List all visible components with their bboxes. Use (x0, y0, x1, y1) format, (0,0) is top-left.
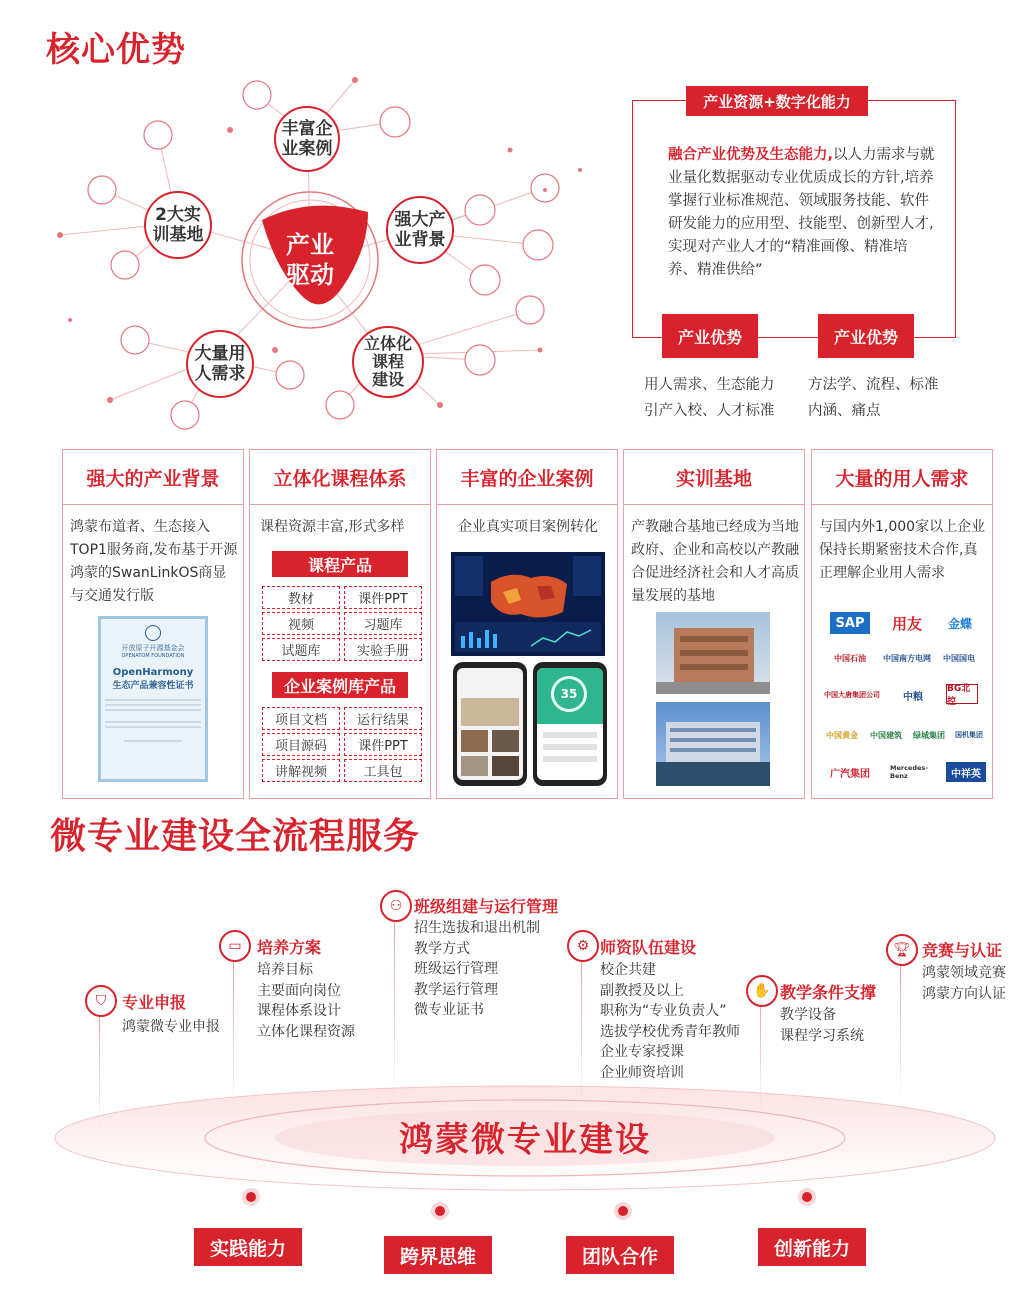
cert-org-cn: 开放原子开源基金会 (121, 644, 185, 652)
step-list-5 (780, 1005, 864, 1046)
column-background (62, 449, 244, 799)
team-icon: ⚙ (567, 930, 599, 962)
step-item: 招生选拔和退出机制 (414, 920, 540, 936)
column-background-text: 鸿蒙布道者、生态接入TOP1服务商,发布基于开源鸿蒙的SwanLinkOS商显与交通发行版 (70, 519, 238, 604)
step-list-3 (414, 918, 540, 1021)
cert-org-en: OPENATOM FOUNDATION (121, 653, 185, 659)
logo-mercedes: Mercedes-Benz (890, 764, 928, 780)
step-item: 教学方式 (414, 940, 470, 957)
column-cases-title: 丰富的企业案例 (437, 450, 617, 505)
column-demand-title: 大量的用人需求 (812, 450, 992, 505)
logo-kingdee: 金蝶 (947, 616, 972, 631)
node-cases-line1: 丰富企 (281, 119, 333, 139)
section2-title: 微专业建设全流程服务 (50, 816, 421, 857)
step-item: 选拔学校优秀青年教师 (600, 1023, 740, 1040)
course-item: 教材 (262, 586, 340, 609)
logo-sinomach: 国机集团 (955, 731, 983, 739)
case-products-heading: 企业案例库产品 (272, 672, 408, 698)
column-demand (811, 449, 993, 799)
case-item: 运行结果 (344, 707, 422, 730)
logo-bgbk: BG北控 (946, 684, 978, 704)
training-building-photo-2 (656, 702, 770, 786)
step-item: 班级运行管理 (414, 961, 498, 977)
ability-practice: 实践能力 (194, 1228, 302, 1266)
step-item: 教学运行管理 (414, 981, 498, 998)
node-demand-line1: 大量用 (194, 344, 246, 364)
step-title-3: 班级组建与运行管理 (414, 897, 559, 916)
case-item: 工具包 (344, 759, 422, 782)
node-base (144, 191, 212, 259)
logo-chinagold: 中国黄金 (826, 730, 858, 740)
shield-icon: ⛉ (85, 985, 117, 1017)
folder-icon: ▭ (219, 930, 251, 962)
step-item: 课程学习系统 (780, 1027, 864, 1044)
hub-center-line2: 驱动 (286, 261, 334, 289)
course-item: 习题库 (344, 612, 422, 635)
logo-cofco: 中粮 (903, 691, 923, 703)
platform-title: 鸿蒙微专业建设 (399, 1120, 651, 1160)
resource-box-title: 产业资源+数字化能力 (686, 86, 868, 116)
column-cases-text: 企业真实项目案例转化 (458, 519, 598, 535)
handshake-icon: ✋ (746, 975, 778, 1007)
network-icon: ⚇ (380, 890, 412, 922)
ability-teamwork: 团队合作 (566, 1236, 674, 1274)
step-list-1 (122, 1017, 220, 1038)
resource-highlight: 融合产业优势及生态能力, (668, 147, 834, 163)
logo-petrochina: 中国石油 (834, 653, 866, 663)
column-course-text: 课程资源丰富,形式多样 (260, 519, 405, 535)
case-item: 课件PPT (344, 733, 422, 756)
logo-gac: 广汽集团 (830, 768, 870, 780)
ability-innovation: 创新能力 (758, 1228, 866, 1266)
step-title-2: 培养方案 (257, 938, 322, 957)
ability-dot (435, 1206, 445, 1216)
hub-center (240, 190, 380, 330)
advantage-label-2: 产业优势 (818, 314, 914, 358)
logo-yonyou: 用友 (891, 614, 922, 633)
step-item: 立体化课程资源 (257, 1023, 355, 1040)
column-demand-text: 与国内外1,000家以上企业保持长期紧密技术合作,真正理解企业用人需求 (819, 519, 986, 581)
phone-mockup-1 (453, 662, 527, 786)
trophy-icon: 🏆︎ (886, 934, 918, 966)
logo-greentown: 绿城集团 (913, 730, 945, 740)
step-item: 职称为“专业负责人” (600, 1003, 727, 1019)
step-list-4 (600, 960, 740, 1083)
step-list-6 (922, 963, 1006, 1004)
node-cases-line2: 业案例 (281, 139, 333, 159)
case-item: 项目源码 (262, 733, 340, 756)
ability-cross-thinking: 跨界思维 (384, 1236, 492, 1274)
section1-title: 核心优势 (46, 30, 186, 70)
course-item: 试题库 (262, 638, 340, 661)
phone-value: 35 (551, 676, 587, 712)
advantage-1-line1: 用人需求、生态能力 (644, 377, 775, 393)
course-item: 视频 (262, 612, 340, 635)
step-item: 副教授及以上 (600, 982, 684, 999)
step-item: 鸿蒙领域竞赛 (922, 965, 1006, 981)
certificate (98, 616, 208, 782)
step-title-1: 专业申报 (122, 993, 187, 1012)
step-title-6: 竞赛与认证 (922, 941, 1003, 960)
ability-dot (802, 1192, 812, 1202)
case-item: 项目文档 (262, 707, 340, 730)
course-item: 实验手册 (344, 638, 422, 661)
column-training (623, 449, 805, 799)
step-item: 鸿蒙方向认证 (922, 985, 1006, 1002)
step-item: 课程体系设计 (257, 1003, 341, 1019)
logo-guodian: 中国国电 (943, 653, 975, 663)
step-item: 培养目标 (257, 962, 313, 978)
step-item: 企业专家授课 (600, 1044, 684, 1060)
course-products-heading: 课程产品 (272, 551, 408, 577)
step-item: 校企共建 (600, 962, 656, 978)
step-item: 教学设备 (780, 1007, 836, 1023)
cert-logo-icon (145, 625, 161, 641)
phone-mockup-2 (533, 662, 607, 786)
advantage-2-line2: 内涵、痛点 (808, 403, 881, 419)
column-cases (436, 449, 618, 799)
advantage-2-line1: 方法学、流程、标准 (808, 377, 939, 393)
training-building-photo-1 (656, 612, 770, 694)
node-background-line1: 强大产 (394, 210, 446, 230)
resource-body: 以人力需求与就业量化数据驱动专业优质成长的方针,培养掌握行业标准规范、领域服务技能、软件研发能力的应用型、技能型、创新型人才,实现对产业人才的“精准画像、精准培养、精准供给” (668, 147, 935, 278)
node-course-line1: 立体化 (363, 334, 412, 353)
advantage-1-line2: 引产入校、人才标准 (644, 403, 775, 419)
step-item: 主要面向岗位 (257, 982, 341, 999)
node-demand-line2: 人需求 (194, 364, 246, 384)
advantage-text-2 (808, 372, 939, 424)
step-line (760, 1000, 761, 1110)
node-background-line2: 业背景 (394, 230, 446, 250)
node-background (386, 196, 454, 264)
hub-center-line1: 产业 (286, 231, 334, 259)
step-list-2 (257, 960, 355, 1042)
node-cases (274, 106, 340, 172)
step-title-5: 教学条件支撑 (780, 983, 877, 1002)
step-item: 微专业证书 (414, 1002, 484, 1018)
logo-sap: SAP (830, 612, 870, 634)
logo-datang: 中国大唐集团公司 (824, 691, 880, 699)
step-line (581, 958, 582, 1108)
column-course-title: 立体化课程体系 (250, 450, 430, 505)
step-item: 企业师资培训 (600, 1064, 684, 1081)
node-base-line1: 2大实 (155, 205, 201, 225)
step-line (233, 956, 234, 1116)
node-course-line3: 建设 (371, 370, 404, 389)
cert-line2: 生态产品兼容性证书 (112, 681, 194, 691)
resource-box-text (668, 144, 936, 282)
column-background-title: 强大的产业背景 (63, 450, 243, 505)
logo-csg: 中国南方电网 (883, 653, 931, 663)
column-training-title: 实训基地 (624, 450, 804, 505)
node-course (352, 326, 424, 398)
step-item: 鸿蒙微专业申报 (122, 1019, 220, 1035)
ability-dot (246, 1192, 256, 1202)
node-course-line2: 课程 (371, 352, 404, 371)
column-training-text: 产教融合基地已经成为当地政府、企业和高校以产教融合促进经济社会和人才高质量发展的基地 (631, 519, 799, 604)
logo-cscec: 中国建筑 (870, 730, 902, 740)
dashboard-screenshot (451, 552, 605, 656)
column-course (249, 449, 431, 799)
course-item: 课件PPT (344, 586, 422, 609)
ability-dot (618, 1206, 628, 1216)
step-line (394, 916, 395, 1106)
cert-line1: OpenHarmony (112, 667, 194, 678)
step-title-4: 师资队伍建设 (600, 938, 697, 957)
node-base-line2: 训基地 (152, 225, 204, 245)
case-item: 讲解视频 (262, 759, 340, 782)
node-demand (186, 330, 254, 398)
step-line (900, 962, 901, 1102)
advantage-text-1 (644, 372, 775, 424)
step-line (99, 1012, 100, 1132)
advantage-label-1: 产业优势 (662, 314, 758, 358)
logo-zhongxiangying: 中祥英 (946, 762, 986, 782)
